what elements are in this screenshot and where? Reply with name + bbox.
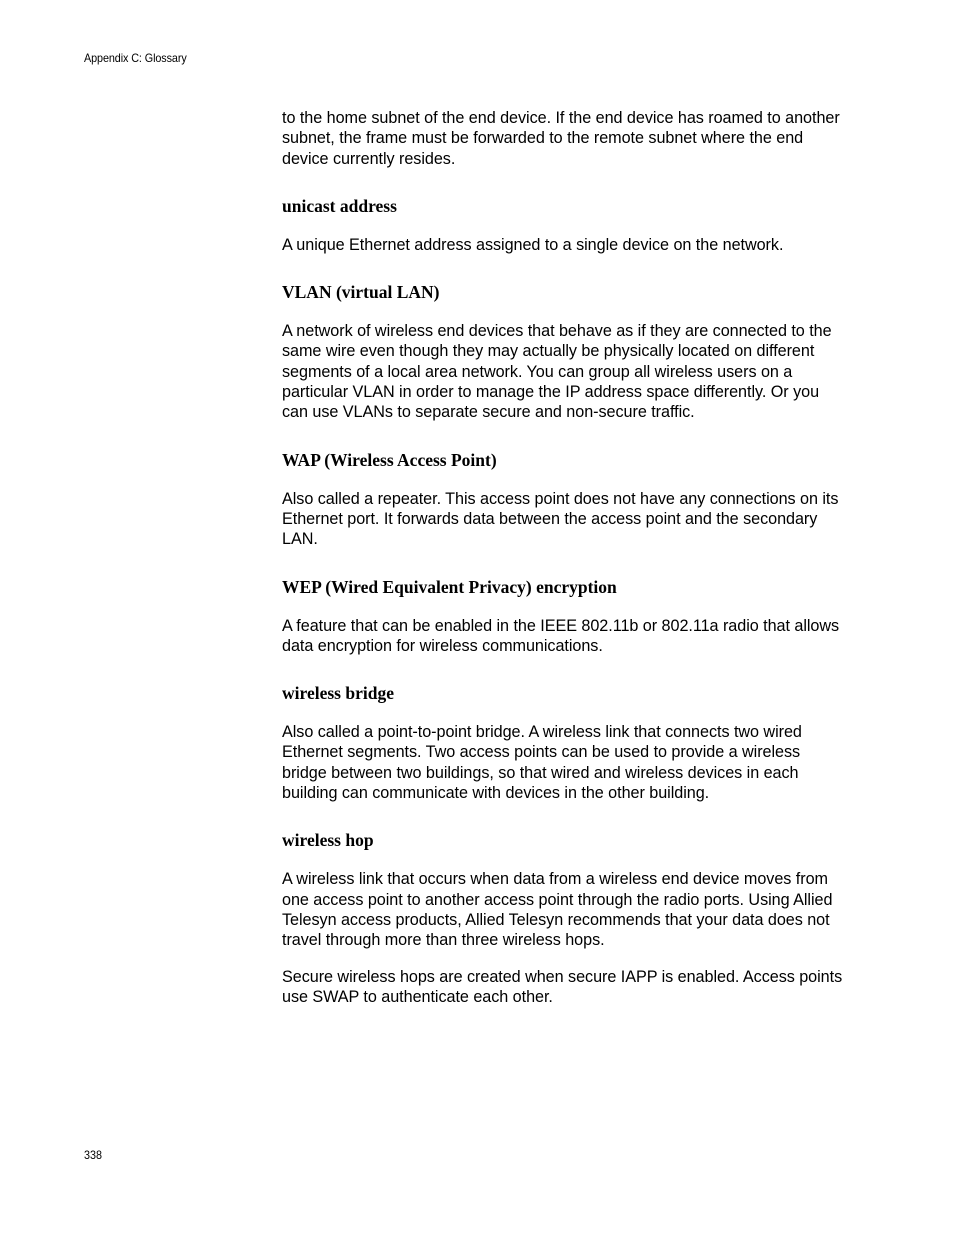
definition-vlan: A network of wireless end devices that behave as if they are connected to the same wire even though they may actually be physically located on different segments of a local area network. You can group all wireless users on a particular VLAN in order to manage the IP address space differently. Or you can use VLANs to separate secure and non-secure traffic. xyxy=(282,322,832,422)
glossary-content xyxy=(282,108,844,1007)
running-header: Appendix C: Glossary xyxy=(84,51,187,65)
term-wireless-hop: wireless hop xyxy=(282,830,374,851)
definition-wap: Also called a repeater. This access point does not have any connections on its Ethernet port. It forwards data between the access point and the secondary LAN. xyxy=(282,489,839,549)
definition-wireless-hop: A wireless link that occurs when data from a wireless end device moves from one access point to another access point through the radio ports. Using Allied Telesyn access products, Allied Telesyn recommends that your data does not travel through more than three wireless hops. xyxy=(282,870,833,950)
term-wap: WAP (Wireless Access Point) xyxy=(282,449,497,470)
continuation-paragraph: to the home subnet of the end device. If the end device has roamed to another subnet, the frame must be forwarded to the remote subnet where the end device currently resides. xyxy=(282,109,840,168)
term-wep: WEP (Wired Equivalent Privacy) encryption xyxy=(282,576,617,597)
page-number: 338 xyxy=(84,1148,103,1162)
term-vlan: VLAN (virtual LAN) xyxy=(282,282,440,303)
definition-unicast-address: A unique Ethernet address assigned to a single device on the network. xyxy=(282,235,784,254)
definition-wireless-bridge: Also called a point-to-point bridge. A wireless link that connects two wired Ethernet segments. Two access points can be used to provide a wireless bridge between two buildings, so that wired and wireless devices in each building can communicate with devices in the other building. xyxy=(282,723,802,803)
term-unicast-address: unicast address xyxy=(282,195,397,216)
term-wireless-bridge: wireless bridge xyxy=(282,683,394,704)
definition-wep: A feature that can be enabled in the IEEE 802.11b or 802.11a radio that allows data encryption for wireless communications. xyxy=(282,616,840,655)
definition-wireless-hop-secure: Secure wireless hops are created when secure IAPP is enabled. Access points use SWAP to authenticate each other. xyxy=(282,967,843,1006)
